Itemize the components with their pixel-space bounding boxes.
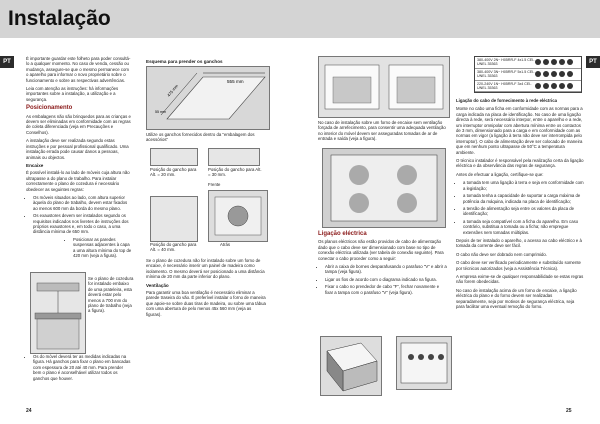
column-1 [26, 56, 132, 261]
hook-40-caption: Posição do gancho para Alt. = 40 mm. [150, 242, 197, 253]
terminal-dots [535, 83, 579, 90]
hook-30-figure [208, 148, 260, 166]
list-item: • a tomada tenha a capacidade de suportar a carga máxima de potência da máquina, indicada na placa de identificação; [463, 193, 584, 204]
table-row [475, 57, 581, 69]
front-label: Frente [208, 182, 221, 187]
ventilation-text: Para garantir uma boa ventilação é necessário eliminar a parede traseira do vão. É preferível instalar o forno de maneira que apoie-se sobre duas tiras de madeira, ou sobre uma tábua com uma abertura de pelo menos 45x 560 mm (veja as figuras). [146, 290, 266, 317]
electrical-text: Os planos eléctricos não estão providos de cabo de alimentação dado que o cabo deve ser dimensionado com base no tipo de conexão eléctrica utilizada (ver tabela de conexão seguinte). Para conectar o cabo proceder como a seguir: [318, 239, 444, 261]
hook-20-figure [150, 148, 198, 166]
hook-figure-title: Esquema para prender os ganchos [146, 59, 223, 64]
liability-text: A empresa exime-se de qualquer responsabilidade se estas regras não forem obedecidas. [456, 273, 584, 285]
oven-cut-drawing [209, 191, 267, 241]
list-item: • Abrir a caixa de bornes desparafusando o parafuso "V" e abrir a tampa (veja figura). [325, 264, 448, 275]
list-item: • a tomada seja compatível com a ficha do aparelho. Em caso contrário, substitua a tomada ou a ficha; não empregue extensões nem tomadas múltiplas. [463, 219, 584, 235]
column-2-title [146, 56, 266, 66]
oven-ventilation-figure [318, 56, 450, 118]
fitting-list-2 [26, 354, 132, 381]
check-text: Antes de efectuar a ligação, certifique-se que: [456, 171, 544, 177]
page-number-right: 25 [566, 408, 572, 414]
spec-caption: Ligação do cabo de fornecimento à rede eléctrica [456, 98, 558, 103]
depth-dimension: 475 mm [165, 83, 180, 98]
list-item: • a tensão de alimentação seja entre os valores da placa de identificação; [463, 206, 584, 217]
hook-40-caption-block [150, 242, 200, 256]
hook-caption-block [146, 132, 268, 146]
heading-fitting: Encaixe [26, 162, 44, 168]
back-label: Atrás [220, 242, 231, 247]
wiring-spec-table [474, 56, 582, 93]
hook-scheme-drawing [147, 67, 269, 129]
spec-row-label: 220-240V 1N~ H05RR-F 3x4 CEI-UNEL 35363 [477, 81, 532, 91]
width-dimension: 555 mm [227, 79, 244, 84]
list-item: • Os do móvel deverá ter as medidas indicadas na figura. Há ganchos para fixar o plano em bancadas com espessura de 20 até 40 mm. Para prender bem o plano é aconselhável utilizar todos os ganchos que houver. [33, 354, 132, 381]
terminal-box-figure [320, 336, 382, 396]
wiring-diagram-figure [396, 336, 452, 390]
hook-30-caption: Posição do gancho para Alt. = 30 mm. [208, 167, 262, 178]
table-row [475, 81, 581, 93]
hob-underside-drawing [323, 149, 445, 227]
hook-30-caption-block [208, 167, 264, 181]
language-tab-left: PT [0, 56, 14, 68]
plug-text: Monte no cabo uma ficha em conformidade com as normas para a carga indicada na placa de identificação. No caso de uma ligação directa à rede, será necessário interpor, entre o aparelho e a rede, um interruptor omnipolar com abertura mínima entre os contactos de 3 mm, dimensionado para a carga e em conformidade com as normas em vigor (a ligação à terra não deve ser interrompida pelo interruptor). O cabo de alimentação deve ser colocado de maneira que em nenhum ponto ultrapasse de 50°C a temperatura ambiente. [456, 106, 583, 155]
access-text: Depois de ter instalado o aparelho, o acesso ao cabo eléctrico e à tomada da corrente deve ser fácil. [456, 237, 582, 249]
hook-scheme-figure [146, 66, 270, 130]
positioning-text-2: A instalação deve ser realizada segundo estas instruções e por pessoal profissional qualificado. Uma instalação errada pode causar danos a pessoas, animais ou objectos. [26, 138, 129, 160]
list-item: • Posicionar as paredes suspensas adjacentes à capa a uma altura mínima do top de 420 mm (veja a figura). [73, 237, 132, 259]
fitting-text: É possível instalá-lo ao lado de móveis cuja altura não ultrapasse a do plano de trabalho. Para instalar correctamente o plano de cozedura é necessário obedecer as seguintes regras: [26, 170, 130, 192]
page-header [0, 0, 600, 38]
terminal-box-drawing [321, 337, 381, 395]
oven-ventilation-drawing [319, 57, 449, 117]
page-title: Instalação [8, 7, 111, 30]
hook-40-figure [150, 196, 198, 242]
check-cable-text: O cabo deve ser verificado periodicamente e substituído somente por técnicos autorizados (veja a Assistência Técnica). [456, 260, 581, 271]
positioning-text-1: As embalagens não são brinquedos para as crianças e devem ser eliminadas em conformidade com as regras de coleta diferenciada (veja em Precauções e Conselhos). [26, 113, 131, 135]
intro-text-2: Leia com atenção as instruções: há informações importantes sobre a instalação, a utilização e a segurança. [26, 86, 119, 102]
column-4 [456, 98, 584, 312]
oven-cut-figure [208, 190, 268, 242]
fitting-list [26, 195, 132, 258]
spec-row-label: 380-400V 3N~ H05RR-F 5x1.5 CEI-UNEL 35363 [477, 69, 535, 79]
table-row [475, 69, 581, 81]
insulation-note: Se o plano de cozedura não for instalado sobre um forno de encaixe, é necessário inserir um painel de madeira como isolamento. O mesmo deverá ser posicionado a uma distância mínima de 20 mm da parte inferior do plano. [146, 258, 265, 280]
terminal-dots [535, 71, 579, 78]
cable-text: O cabo não deve ser dobrado nem comprimido. [456, 251, 548, 257]
cabinet-figure [30, 272, 86, 354]
electrical-list [318, 264, 448, 295]
terminal-dots [535, 59, 579, 66]
language-tab-right: PT [586, 56, 600, 68]
column-3-top [318, 120, 448, 145]
list-item: • Fixar o cabo no prendedor de cabo "F", fechar novamente e fixar a tampa com o parafuso "V" (veja figura). [325, 284, 448, 295]
installer-text: O técnico instalador é responsável pela realização certa da ligação eléctrica e da observância das regras de segurança. [456, 158, 584, 169]
small-dimension: 55 mm [155, 110, 166, 114]
heading-electrical: Ligação eléctrica [318, 231, 367, 237]
cabinet-drawing [31, 273, 85, 353]
wiring-diagram-drawing [397, 337, 451, 389]
heading-ventilation: Ventilação [146, 282, 169, 288]
list-item: • Ligar os fios de acordo com o diagrama indicado na figura. [325, 277, 448, 282]
spec-row-label: 380-400V 2N~ H05RR-F 4x1.5 CEI-UNEL 35363 [477, 58, 535, 67]
list-item: • Os exaustores devem ser instalados segundo os requisitos indicados nos livretes de instruções dos próprios exaustores e, em todo o caso, a uma distância mínima de 650 mm. [33, 213, 132, 235]
column-1-bottom [26, 354, 132, 384]
list-item: • a tomada tem uma ligação à terra e seja em conformidade com a legislação; [463, 180, 584, 191]
hob-underside-figure [322, 148, 446, 228]
list-item: • Os móveis situados ao lado, com altura superior àquela do plano de trabalho, devem estar fixados ao menos 600 mm da borda do mesmo plano. [33, 195, 132, 211]
intro-text: É importante guardar este folheto para poder consultá-lo a qualquer momento. No caso de venda, cessão ou mudança, assegure-se que o mesmo permanece com o aparelho para informar o novo proprietário sobre o funcionamento e sobre as respectivas advertências. [26, 56, 131, 83]
separate-connection-text: No caso de instalação acima de um forno de encaixe, a ligação eléctrica do plano e do forno devem ser realizadas separadamente, seja por motivos de segurança eléctrica, seja para facilitar uma eventual remoção do forno. [456, 287, 577, 309]
hook-20-caption: Posição do gancho para Alt. = 20 mm. [150, 167, 197, 178]
check-list [456, 180, 584, 235]
heading-positioning: Posicionamento [26, 105, 73, 112]
oven-ventilation-caption: No caso de instalação sobre um forno de encaixe sem ventilação forçada de arrefecimento, para consentir uma adequada ventilação no interior do móvel devem ser asseguradas tomadas de ar de entrada e saída (veja a figura). [318, 120, 446, 142]
back-label-block [220, 242, 260, 250]
column-1-side [88, 276, 134, 317]
shelf-note: Se o plano de cozedura for instalado embaixo de uma prateleira, esta deverá estar pelo menos a 700 mm do plano de trabalho (veja a figura). [88, 276, 134, 314]
hook-figure-caption: Utilize os ganchos fornecidos dentro da "embalagem dos acessórios" [146, 132, 255, 143]
page-number-left: 24 [26, 408, 32, 414]
column-2-bottom [146, 258, 268, 320]
column-3-bottom [318, 228, 448, 298]
hook-20-caption-block [150, 167, 198, 181]
